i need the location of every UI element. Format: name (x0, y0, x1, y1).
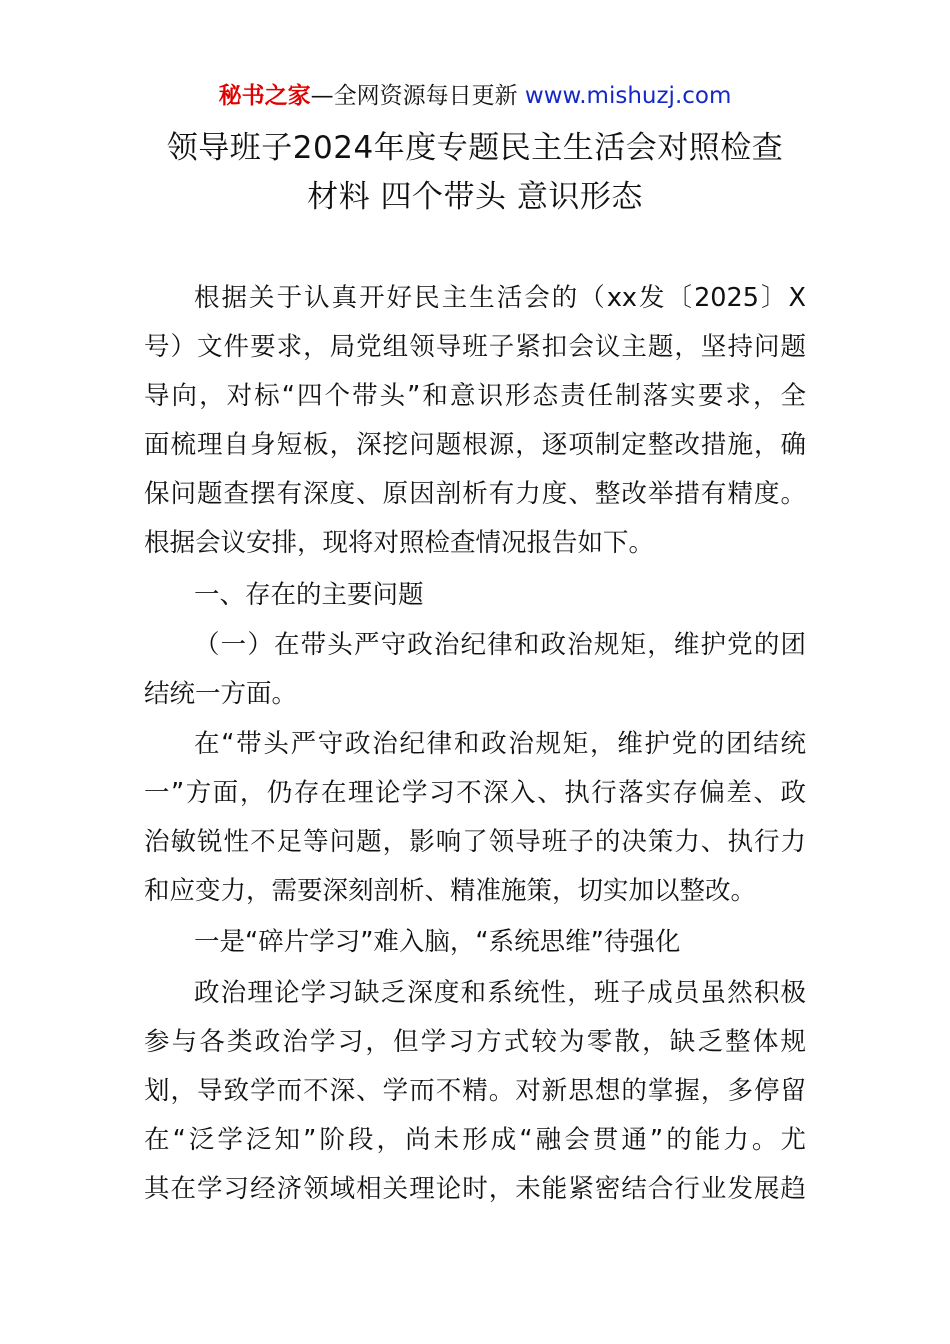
body-line: 划，导致学而不深、学而不精。对新思想的掌握，多停留 (144, 1076, 806, 1106)
body-line: 政治理论学习缺乏深度和系统性，班子成员虽然积极 (194, 978, 806, 1008)
subsection-heading: 结统一方面。 (144, 679, 298, 709)
body-line: 导向，对标“四个带头”和意识形态责任制落实要求，全 (144, 381, 806, 411)
body-line: 在“泛学泛知”阶段，尚未形成“融会贯通”的能力。尤 (144, 1125, 806, 1155)
body-line: 保问题查摆有深度、原因剖析有力度、整改举措有精度。 (144, 479, 806, 509)
body-line: 治敏锐性不足等问题，影响了领导班子的决策力、执行力 (144, 827, 806, 857)
site-tagline: —全网资源每日更新 (310, 83, 525, 109)
body-line: 在“带头严守政治纪律和政治规矩，维护党的团结统 (194, 729, 806, 759)
body-line: 其在学习经济领域相关理论时，未能紧密结合行业发展趋 (144, 1174, 806, 1204)
site-brand: 秘书之家 (218, 83, 311, 109)
document-title-line-2: 材料 四个带头 意识形态 (307, 179, 643, 215)
document-title-line-1: 领导班子2024年度专题民主生活会对照检查 (166, 130, 784, 166)
body-line: 根据会议安排，现将对照检查情况报告如下。 (144, 528, 655, 558)
site-url-link[interactable]: www.mishuzj.com (524, 83, 732, 109)
site-banner (0, 80, 950, 112)
body-line: 一”方面，仍存在理论学习不深入、执行落实存偏差、政 (144, 778, 806, 808)
point-heading: 一是“碎片学习”难入脑，“系统思维”待强化 (194, 927, 681, 957)
body-line: 面梳理自身短板，深挖问题根源，逐项制定整改措施，确 (144, 430, 806, 460)
body-line: 和应变力，需要深刻剖析、精准施策，切实加以整改。 (144, 876, 757, 906)
body-line: 号）文件要求，局党组领导班子紧扣会议主题，坚持问题 (144, 332, 806, 362)
body-line: 参与各类政治学习，但学习方式较为零散，缺乏整体规 (144, 1027, 806, 1057)
body-line: 根据关于认真开好民主生活会的（xx发〔2025〕X (194, 283, 806, 313)
subsection-heading: （一）在带头严守政治纪律和政治规矩，维护党的团 (194, 630, 806, 660)
section-heading: 一、存在的主要问题 (194, 580, 424, 610)
